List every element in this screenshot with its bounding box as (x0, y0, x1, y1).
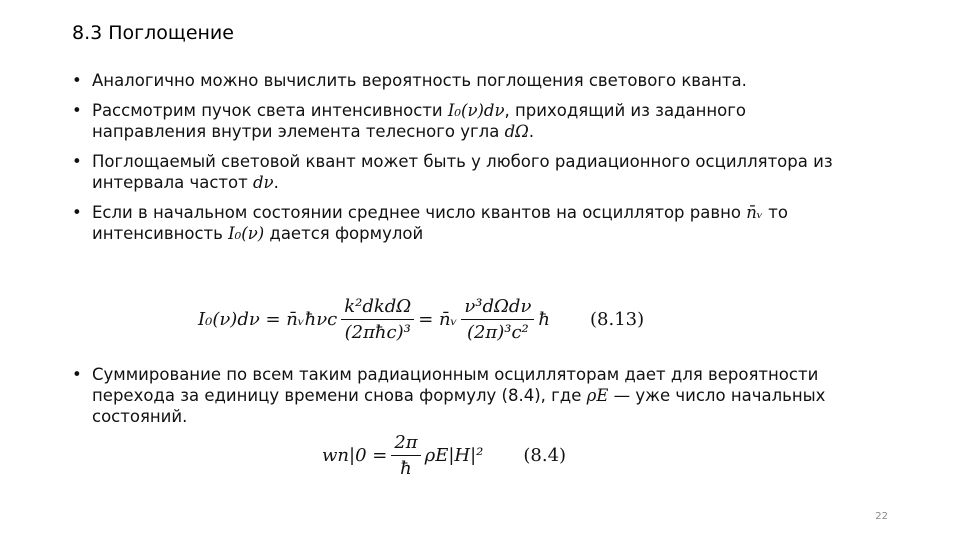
fraction-numerator: ν³dΩdν (461, 296, 534, 320)
fraction-denominator: (2π)³c² (466, 322, 529, 343)
fraction-denominator: ħ (400, 458, 412, 479)
bullet-text: . (528, 122, 535, 141)
formula-8-13 (198, 296, 644, 343)
bullet-item (72, 364, 842, 427)
formula-rhs: ρE|H|² (424, 445, 484, 466)
bullet-item (72, 202, 842, 244)
slide-title: 8.3 Поглощение (72, 22, 234, 44)
formula-lhs: I₀(ν)dν = n̄ᵥħνc (198, 309, 338, 330)
bullet-text: . (273, 173, 279, 192)
equation-number: (8.4) (523, 445, 567, 466)
inline-math: n̄ᵥ (746, 203, 763, 222)
page-number: 22 (875, 511, 888, 522)
fraction (391, 432, 420, 479)
inline-math: I₀(ν) (228, 224, 265, 243)
fraction (461, 296, 534, 343)
formula-rhs: ħ (538, 309, 550, 330)
fraction (341, 296, 414, 343)
bullet-text: дается формулой (264, 224, 424, 243)
bullet-list (72, 364, 842, 436)
bullet-text: Аналогично можно вычислить вероятность поглощения светового кванта. (92, 71, 747, 90)
formula-lhs: wn|0 = (322, 445, 388, 466)
bullet-text: Поглощаемый световой квант может быть у любого радиационного осциллятора из интервала частот (92, 152, 833, 192)
bullet-item (72, 70, 842, 91)
bullet-text: Рассмотрим пучок света интенсивности (92, 101, 448, 120)
bullet-item (72, 100, 842, 142)
bullet-text: , приходящий из заданного направления внутри элемента телесного угла (92, 101, 747, 141)
formula-middle: = n̄ᵥ (418, 309, 458, 330)
bullet-text: Суммирование по всем таким радиационным осцилляторам дает для вероятности перехода за единицу времени снова формулу (8.4), где (92, 365, 819, 405)
bullet-list (72, 70, 842, 253)
equation-number: (8.13) (590, 309, 645, 330)
inline-math: dν (252, 173, 274, 192)
bullet-text: — уже число начальных состояний. (92, 386, 826, 426)
fraction-denominator: (2πħc)³ (344, 322, 411, 343)
inline-math: dΩ (504, 122, 529, 141)
formula-8-4 (322, 432, 566, 479)
bullet-item (72, 151, 842, 193)
inline-math: ρE (586, 386, 609, 405)
inline-math: I₀(ν)dν (447, 101, 505, 120)
bullet-text: Если в начальном состоянии среднее число квантов на осциллятор равно (92, 203, 747, 222)
fraction-numerator: 2π (391, 432, 420, 456)
bullet-text: то интенсивность (92, 203, 788, 243)
fraction-numerator: k²dkdΩ (341, 296, 414, 320)
